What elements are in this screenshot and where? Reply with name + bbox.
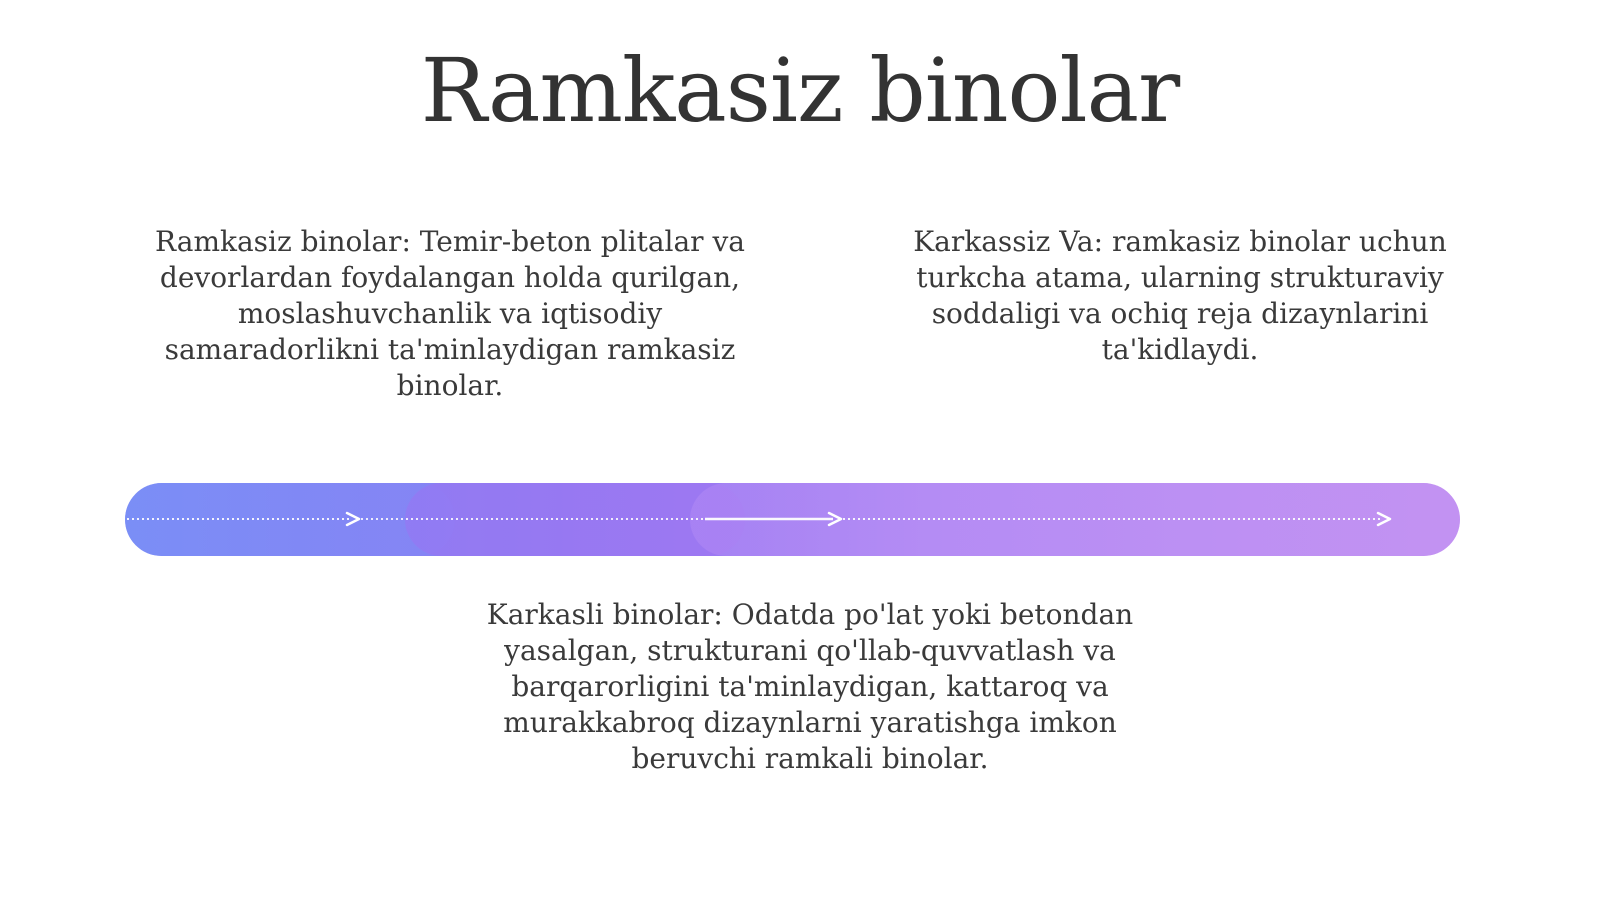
slide-title: Ramkasiz binolar (420, 39, 1180, 142)
timeline-arrows (125, 483, 1460, 556)
timeline-bar (125, 483, 1460, 556)
text-block-framed: Karkasli binolar: Odatda po'lat yoki betondan yasalgan, strukturani qo'llab-quvvatlash va barqarorligini ta'minlaydigan, kattaroq va murakkabroq dizaynlarni yaratishga imkon beruvchi ramkali binolar. (486, 598, 1134, 775)
text-block-karkassiz: Karkassiz Va: ramkasiz binolar uchun turkcha atama, ularning strukturaviy soddaligi va ochiq reja dizaynlarini ta'kidlaydi. (913, 225, 1447, 366)
text-block-frameless: Ramkasiz binolar: Temir-beton plitalar va devorlardan foydalangan holda qurilgan, moslashuvchanlik va iqtisodiy samaradorlikni ta'minlaydigan ramkasiz binolar. (155, 225, 745, 402)
